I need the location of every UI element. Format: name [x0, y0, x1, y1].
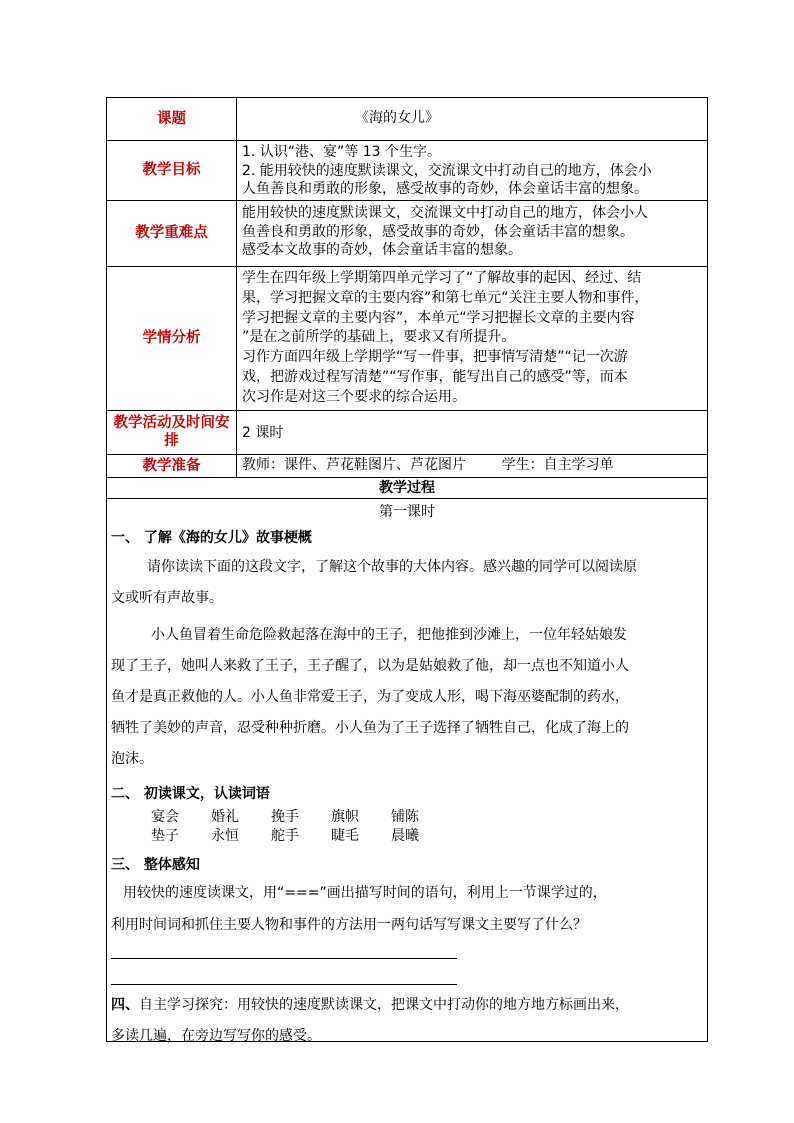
process-title: 教学过程 — [379, 480, 435, 496]
story-line: 鱼才是真正救他的人。小人鱼非常爱王子，为了变成人形，喝下海巫婆配制的药水， — [111, 689, 629, 705]
lesson-plan-table — [106, 97, 708, 1042]
word: 永恒 — [211, 828, 239, 844]
word: 舵手 — [271, 828, 299, 844]
key-text — [242, 204, 702, 260]
section-1-intro — [111, 552, 703, 583]
key-line: 能用较快的速度默读课文，交流课文中打动自己的地方，体会小人 — [242, 205, 648, 221]
answer-line — [111, 984, 457, 985]
key-line: 鱼善良和勇敢的形象，感受故事的奇妙，体会童话丰富的想象。 — [242, 223, 634, 240]
key-line: 感受本文故事的奇妙，体会童话丰富的想象。 — [242, 242, 522, 258]
goal-line: 2. 能用较快的速度默读课文，交流课文中打动自己的地方，体会小 — [242, 162, 652, 179]
answer-line — [111, 958, 457, 959]
topic-value: 《海的女儿》 — [355, 110, 439, 126]
analysis-line: 学生在四年级上学期第四单元学习了“了解故事的起因、经过、结 — [242, 270, 642, 286]
story-line: 牺牲了美妙的声音，忍受种种折磨。小人鱼为了王子选择了牺牲自己，化成了海上的 — [111, 720, 629, 736]
analysis-line: 果，学习把握文章的主要内容”和第七单元“关注主要人物和事件， — [242, 289, 649, 306]
section-4 — [111, 990, 703, 1052]
goal-text — [242, 143, 702, 199]
analysis-line: ”是在之前所学的基础上，要求又有所提升。 — [242, 329, 516, 346]
section-2-title: 二、 初读课文，认读词语 — [111, 786, 270, 802]
section-4-text: 自主学习探究：用较快的速度默读课文，把课文中打动你的地方地方标画出来， — [139, 997, 629, 1013]
section-4-line-1 — [111, 990, 703, 1021]
prep-label: 教学准备 — [142, 457, 201, 474]
word: 垫子 — [151, 828, 179, 844]
section-3-title: 三、 整体感知 — [111, 857, 200, 873]
word: 晨曦 — [391, 828, 419, 844]
story-paragraph — [111, 620, 703, 775]
word: 睫毛 — [331, 828, 359, 844]
activity-value: 2 课时 — [242, 425, 284, 441]
word: 婚礼 — [211, 809, 239, 825]
row-divider — [107, 498, 707, 499]
key-label: 教学重难点 — [135, 225, 208, 241]
column-divider — [236, 98, 237, 477]
section-3-line-2: 利用时间词和抓住主要人物和事件的方法用一两句话写写课文主要写了什么？ — [111, 917, 587, 933]
story-line: 泡沫。 — [111, 751, 153, 767]
section-1-intro-cont: 文或听有声故事。 — [111, 590, 223, 606]
section-3-line-1: 用较快的速度读课文，用“===”画出描写时间的语句，利用上一节课学过的， — [123, 885, 607, 901]
story-line: 小人鱼冒着生命危险救起落在海中的王子，把他推到沙滩上，一位年轻姑娘发 — [151, 627, 627, 643]
word: 铺陈 — [391, 809, 419, 825]
goal-line: 1. 认识“港、宴”等 13 个生字。 — [242, 144, 442, 160]
activity-label: 教学活动及时间安排 — [113, 415, 230, 449]
analysis-line: 习作方面四年级上学期学“写一件事，把事情写清楚”“记一次游 — [242, 349, 628, 366]
lesson-title: 第一课时 — [379, 504, 435, 520]
word: 旗帜 — [331, 809, 359, 825]
word-list — [151, 808, 451, 846]
intro-line: 请你读读下面的这段文字，了解这个故事的大体内容。感兴趣的同学可以阅读原 — [147, 559, 637, 575]
analysis-line: 次习作是对这三个要求的综合运用。 — [242, 388, 466, 405]
topic-label: 课题 — [157, 111, 186, 127]
word-row — [151, 827, 451, 846]
analysis-text — [242, 269, 702, 408]
word: 挽手 — [271, 809, 299, 825]
word-row — [151, 808, 451, 827]
prep-value: 教师：课件、芦花鞋图片、芦花图片 学生：自主学习单 — [242, 457, 614, 473]
word: 宴会 — [151, 809, 179, 825]
analysis-line: 戏，把游戏过程写清楚”“写作事，能写出自己的感受”等，而本 — [242, 368, 628, 385]
story-line: 现了王子，她叫人来救了王子，王子醒了，以为是姑娘救了他，却一点也不知道小人 — [111, 658, 629, 674]
section-4-line-2: 多读几遍，在旁边写写你的感受。 — [111, 1028, 321, 1044]
section-4-number: 四、 — [111, 997, 139, 1013]
goal-line: 人鱼善良和勇敢的形象，感受故事的奇妙，体会童话丰富的想象。 — [242, 181, 648, 197]
analysis-label: 学情分析 — [142, 330, 201, 346]
analysis-line: 学习把握文章的主要内容”，本单元“学习把握长文章的主要内容 — [242, 309, 635, 326]
section-1-title: 一、 了解《海的女儿》故事梗概 — [111, 530, 312, 546]
goal-label: 教学目标 — [142, 162, 201, 178]
